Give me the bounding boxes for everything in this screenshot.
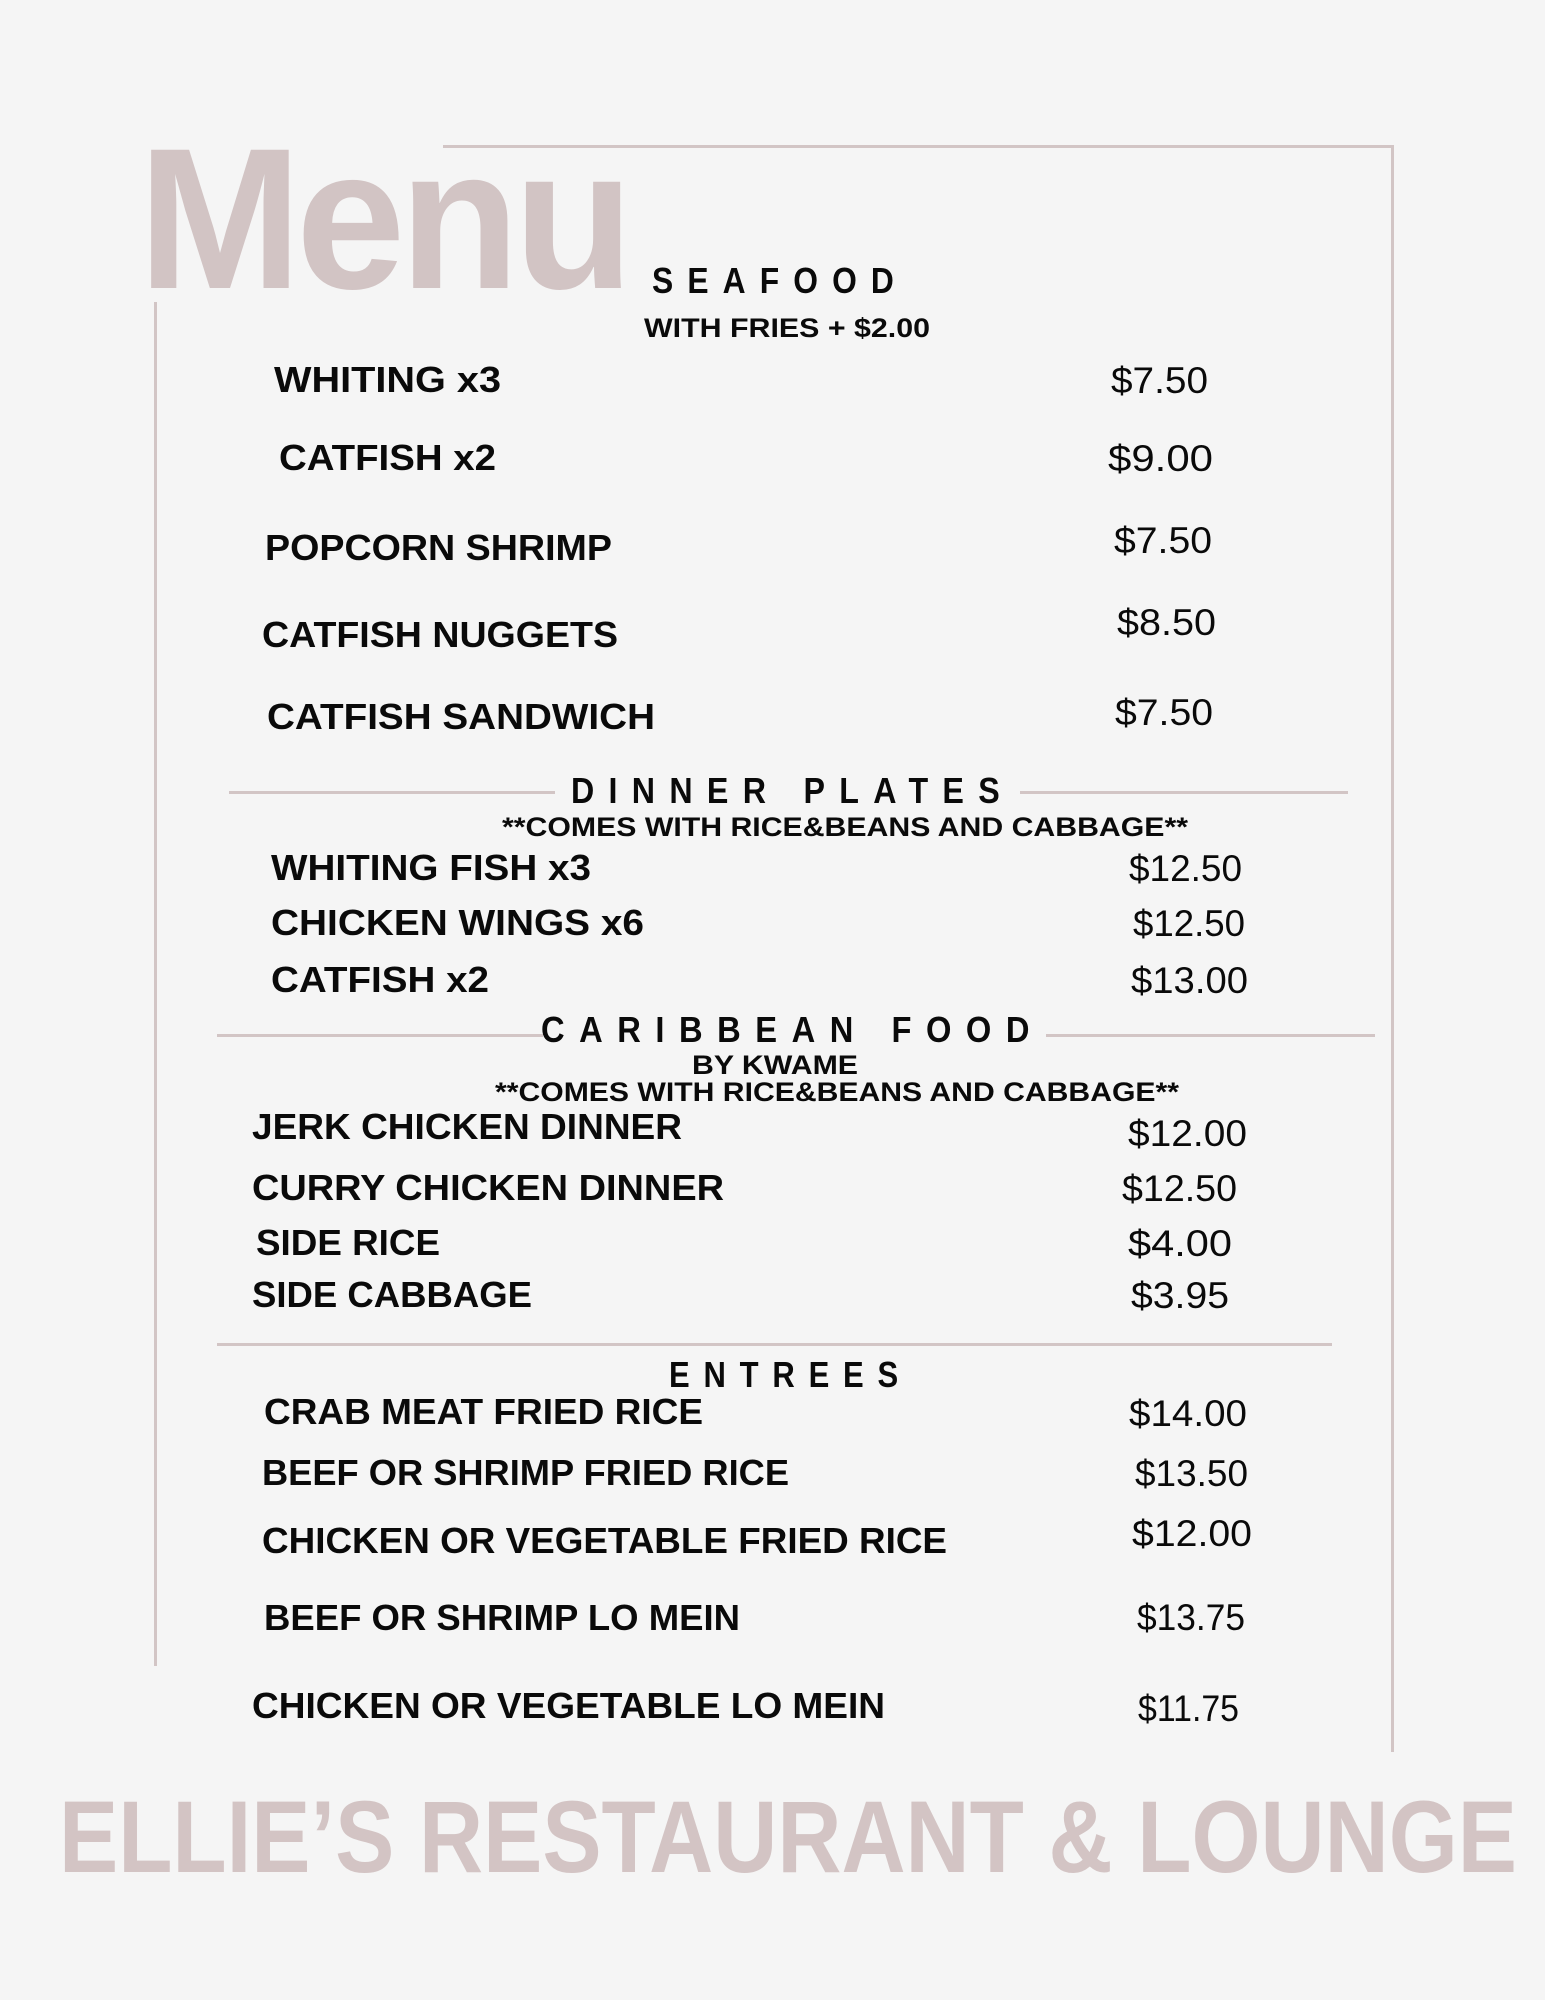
section-note-dinner-plates [502, 811, 1188, 842]
menu-item-price [1131, 1274, 1229, 1316]
section-heading-caribbean-food [541, 1009, 1095, 1050]
menu-item-price [1128, 1222, 1232, 1264]
menu-item-price [1128, 1112, 1247, 1154]
menu-item-price [1117, 601, 1216, 643]
text: $12.00 [1132, 1512, 1252, 1554]
text: CATFISH x2 [271, 959, 489, 1000]
menu-item-name [271, 847, 591, 888]
section-subtitle-by-kwame [692, 1049, 858, 1080]
menu-title-text: Menu [138, 105, 628, 331]
divider-entrees [217, 1343, 1332, 1346]
menu-item-price [1133, 902, 1246, 944]
text: $12.50 [1122, 1167, 1237, 1209]
menu-item-price [1111, 359, 1208, 401]
menu-item-price [1137, 1596, 1250, 1638]
menu-item-name [274, 359, 501, 400]
divider-dinner-right [1020, 791, 1348, 794]
menu-item-name [265, 527, 612, 568]
text: $12.00 [1128, 1112, 1247, 1154]
text: $7.50 [1115, 691, 1213, 733]
text: $13.50 [1135, 1452, 1248, 1494]
text: $7.50 [1114, 519, 1212, 561]
restaurant-name-text: ELLIE’S RESTAURANT & LOUNGE [59, 1780, 1517, 1894]
section-note-seafood [644, 312, 930, 343]
text: CURRY CHICKEN DINNER [252, 1167, 724, 1208]
text: $8.50 [1117, 601, 1216, 643]
text: $12.50 [1133, 902, 1245, 944]
menu-item-name [262, 1452, 789, 1493]
text: CATFISH x2 [279, 437, 496, 478]
menu-item-price [1115, 691, 1213, 733]
menu-item-price [1129, 847, 1242, 889]
frame-left-line [154, 302, 157, 1666]
menu-item-price [1122, 1167, 1237, 1209]
menu-item-name [271, 902, 644, 943]
section-note-text: WITH FRIES + $2.00 [644, 312, 930, 343]
text: POPCORN SHRIMP [265, 527, 612, 568]
section-note-text: BY KWAME [692, 1049, 858, 1080]
text: $13.75 [1137, 1596, 1245, 1638]
menu-item-price [1131, 959, 1248, 1001]
divider-caribbean-right [1046, 1034, 1375, 1037]
menu-item-price [1132, 1512, 1252, 1554]
menu-item-name [262, 614, 618, 655]
text: SIDE RICE [256, 1222, 440, 1263]
section-heading-dinner-plates [571, 770, 1066, 811]
text: SIDE CABBAGE [252, 1274, 532, 1315]
text: $13.00 [1131, 959, 1248, 1001]
text: CATFISH NUGGETS [262, 614, 618, 655]
text: $12.50 [1129, 847, 1242, 889]
section-note-text: **COMES WITH RICE&BEANS AND CABBAGE** [495, 1076, 1179, 1107]
restaurant-name [59, 1780, 1545, 1894]
menu-item-price [1138, 1687, 1248, 1729]
menu-item-name [252, 1274, 532, 1315]
menu-item-name [271, 959, 489, 1000]
text: CHICKEN OR VEGETABLE FRIED RICE [262, 1520, 948, 1561]
divider-dinner-left [229, 791, 555, 794]
menu-item-price [1135, 1452, 1248, 1494]
menu-item-name [256, 1222, 440, 1263]
text: WHITING FISH x3 [271, 847, 591, 888]
text: WHITING x3 [274, 359, 501, 400]
text: $14.00 [1129, 1392, 1247, 1434]
text: BEEF OR SHRIMP FRIED RICE [262, 1452, 789, 1493]
text: CATFISH SANDWICH [267, 696, 655, 737]
text: $7.50 [1111, 359, 1208, 401]
section-heading-text: SEAFOOD [652, 260, 908, 301]
menu-item-name [279, 437, 496, 478]
text: CHICKEN OR VEGETABLE LO MEIN [252, 1685, 885, 1726]
menu-item-name [252, 1106, 682, 1147]
text: JERK CHICKEN DINNER [252, 1106, 682, 1147]
menu-item-price [1129, 1392, 1247, 1434]
text: BEEF OR SHRIMP LO MEIN [264, 1597, 740, 1638]
menu-item-name [252, 1685, 885, 1726]
section-heading-text: ENTREES [669, 1354, 912, 1395]
section-heading-text: DINNER PLATES [571, 770, 1014, 811]
section-heading-entrees [669, 1354, 951, 1395]
section-note-text: **COMES WITH RICE&BEANS AND CABBAGE** [502, 811, 1188, 842]
menu-item-name [264, 1597, 740, 1638]
menu-item-name [262, 1520, 948, 1561]
menu-title [138, 105, 639, 331]
text: $11.75 [1138, 1687, 1239, 1729]
section-heading-text: CARIBBEAN FOOD [541, 1009, 1044, 1050]
menu-item-name [252, 1167, 724, 1208]
section-note-caribbean-food [495, 1076, 1179, 1107]
menu-item-name [267, 696, 655, 737]
text: CHICKEN WINGS x6 [271, 902, 644, 943]
section-heading-seafood [652, 260, 942, 301]
text: $3.95 [1131, 1274, 1229, 1316]
menu-item-name [264, 1391, 703, 1432]
frame-right-line [1391, 145, 1394, 1752]
menu-item-price [1108, 437, 1213, 479]
text: $9.00 [1108, 437, 1213, 479]
divider-caribbean-left [217, 1034, 543, 1037]
text: CRAB MEAT FRIED RICE [264, 1391, 703, 1432]
text: $4.00 [1128, 1222, 1232, 1264]
menu-item-price [1114, 519, 1212, 561]
